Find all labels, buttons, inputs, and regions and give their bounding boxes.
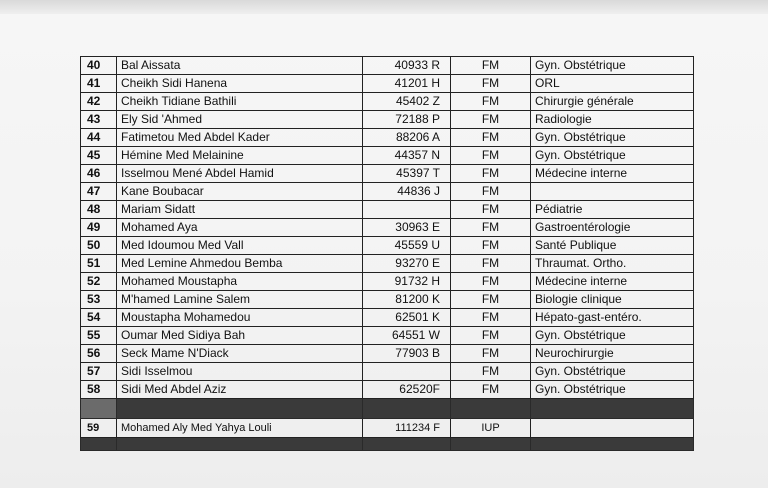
row-name: Sidi Isselmou: [117, 363, 363, 381]
row-institution: FM: [451, 183, 531, 201]
row-number: 50: [81, 237, 117, 255]
row-number: 46: [81, 165, 117, 183]
personnel-table-body: [81, 57, 694, 451]
table-row: [81, 183, 694, 201]
row-number: 45: [81, 147, 117, 165]
row-specialty: Gyn. Obstétrique: [531, 129, 694, 147]
row-code: 45402 Z: [363, 93, 451, 111]
table-row: [81, 129, 694, 147]
row-institution: FM: [451, 219, 531, 237]
row-name: Med Idoumou Med Vall: [117, 237, 363, 255]
row-code: 44357 N: [363, 147, 451, 165]
row-code: 45397 T: [363, 165, 451, 183]
row-number: 44: [81, 129, 117, 147]
row-name: Cheikh Sidi Hanena: [117, 75, 363, 93]
row-number: 59: [81, 419, 117, 438]
separator-row: [81, 399, 694, 419]
table-row: [81, 219, 694, 237]
row-name: Hémine Med Melainine: [117, 147, 363, 165]
row-number: 43: [81, 111, 117, 129]
table-row: [81, 291, 694, 309]
row-name: Seck Mame N'Diack: [117, 345, 363, 363]
table-row: [81, 237, 694, 255]
row-specialty: Pédiatrie: [531, 201, 694, 219]
row-name: Mohamed Aly Med Yahya Louli: [117, 419, 363, 438]
table-row: [81, 273, 694, 291]
row-code: 45559 U: [363, 237, 451, 255]
row-number: 40: [81, 57, 117, 75]
row-specialty: Gyn. Obstétrique: [531, 381, 694, 399]
row-number: 58: [81, 381, 117, 399]
row-institution: FM: [451, 147, 531, 165]
table-row: [81, 111, 694, 129]
row-specialty: Gyn. Obstétrique: [531, 363, 694, 381]
table-row: [81, 363, 694, 381]
table-row: [81, 57, 694, 75]
row-code: 41201 H: [363, 75, 451, 93]
row-name: Kane Boubacar: [117, 183, 363, 201]
row-institution: FM: [451, 309, 531, 327]
row-name: Moustapha Mohamedou: [117, 309, 363, 327]
row-institution: FM: [451, 165, 531, 183]
row-code: 93270 E: [363, 255, 451, 273]
row-institution: FM: [451, 201, 531, 219]
row-code: 30963 E: [363, 219, 451, 237]
row-number: 49: [81, 219, 117, 237]
row-name: Oumar Med Sidiya Bah: [117, 327, 363, 345]
row-institution: FM: [451, 75, 531, 93]
row-name: Mohamed Aya: [117, 219, 363, 237]
row-code: 62501 K: [363, 309, 451, 327]
row-specialty: Gyn. Obstétrique: [531, 57, 694, 75]
row-code: [363, 363, 451, 381]
row-code: 44836 J: [363, 183, 451, 201]
table-row: [81, 255, 694, 273]
row-specialty: Gyn. Obstétrique: [531, 327, 694, 345]
row-name: Sidi Med Abdel Aziz: [117, 381, 363, 399]
row-institution: FM: [451, 327, 531, 345]
row-specialty: Médecine interne: [531, 165, 694, 183]
page-top-edge: [0, 0, 768, 14]
row-code: 62520F: [363, 381, 451, 399]
row-name: Mariam Sidatt: [117, 201, 363, 219]
row-specialty: Gyn. Obstétrique: [531, 147, 694, 165]
row-code: 111234 F: [363, 419, 451, 438]
row-number: 55: [81, 327, 117, 345]
row-number: 56: [81, 345, 117, 363]
row-code: [363, 201, 451, 219]
row-number: 53: [81, 291, 117, 309]
row-code: 91732 H: [363, 273, 451, 291]
row-specialty: Médecine interne: [531, 273, 694, 291]
table-row: [81, 381, 694, 399]
row-number: 51: [81, 255, 117, 273]
row-name: Ely Sid 'Ahmed: [117, 111, 363, 129]
table-row: [81, 309, 694, 327]
table-row: [81, 75, 694, 93]
row-code: 40933 R: [363, 57, 451, 75]
row-institution: FM: [451, 345, 531, 363]
row-name: M'hamed Lamine Salem: [117, 291, 363, 309]
row-specialty: Biologie clinique: [531, 291, 694, 309]
row-specialty: [531, 419, 694, 438]
row-specialty: Radiologie: [531, 111, 694, 129]
row-institution: FM: [451, 381, 531, 399]
row-name: Cheikh Tidiane Bathili: [117, 93, 363, 111]
table-row: [81, 93, 694, 111]
row-specialty: Neurochirurgie: [531, 345, 694, 363]
row-name: Mohamed Moustapha: [117, 273, 363, 291]
row-specialty: Gastroentérologie: [531, 219, 694, 237]
row-name: Bal Aissata: [117, 57, 363, 75]
row-name: Isselmou Mené Abdel Hamid: [117, 165, 363, 183]
row-institution: FM: [451, 255, 531, 273]
row-institution: FM: [451, 237, 531, 255]
row-number: 47: [81, 183, 117, 201]
row-specialty: Santé Publique: [531, 237, 694, 255]
footer-separator-row: [81, 438, 694, 451]
row-number: 42: [81, 93, 117, 111]
row-name: Med Lemine Ahmedou Bemba: [117, 255, 363, 273]
table-row: [81, 345, 694, 363]
row-code: 81200 K: [363, 291, 451, 309]
row-institution: FM: [451, 363, 531, 381]
row-code: 72188 P: [363, 111, 451, 129]
row-specialty: ORL: [531, 75, 694, 93]
personnel-table-wrapper: [80, 56, 693, 451]
row-number: 48: [81, 201, 117, 219]
table-row: [81, 147, 694, 165]
row-specialty: [531, 183, 694, 201]
row-name: Fatimetou Med Abdel Kader: [117, 129, 363, 147]
row-number: 41: [81, 75, 117, 93]
row-number: 52: [81, 273, 117, 291]
table-row: [81, 327, 694, 345]
row-institution: FM: [451, 129, 531, 147]
row-institution: IUP: [451, 419, 531, 438]
row-specialty: Thraumat. Ortho.: [531, 255, 694, 273]
row-institution: FM: [451, 273, 531, 291]
row-institution: FM: [451, 111, 531, 129]
table-row: [81, 201, 694, 219]
row-institution: FM: [451, 57, 531, 75]
row-number: 57: [81, 363, 117, 381]
row-code: 64551 W: [363, 327, 451, 345]
table-row: [81, 165, 694, 183]
row-institution: FM: [451, 291, 531, 309]
personnel-table: [80, 56, 694, 451]
row-code: 77903 B: [363, 345, 451, 363]
row-institution: FM: [451, 93, 531, 111]
row-specialty: Chirurgie générale: [531, 93, 694, 111]
table-row: [81, 419, 694, 438]
row-number: 54: [81, 309, 117, 327]
row-code: 88206 A: [363, 129, 451, 147]
row-specialty: Hépato-gast-entéro.: [531, 309, 694, 327]
